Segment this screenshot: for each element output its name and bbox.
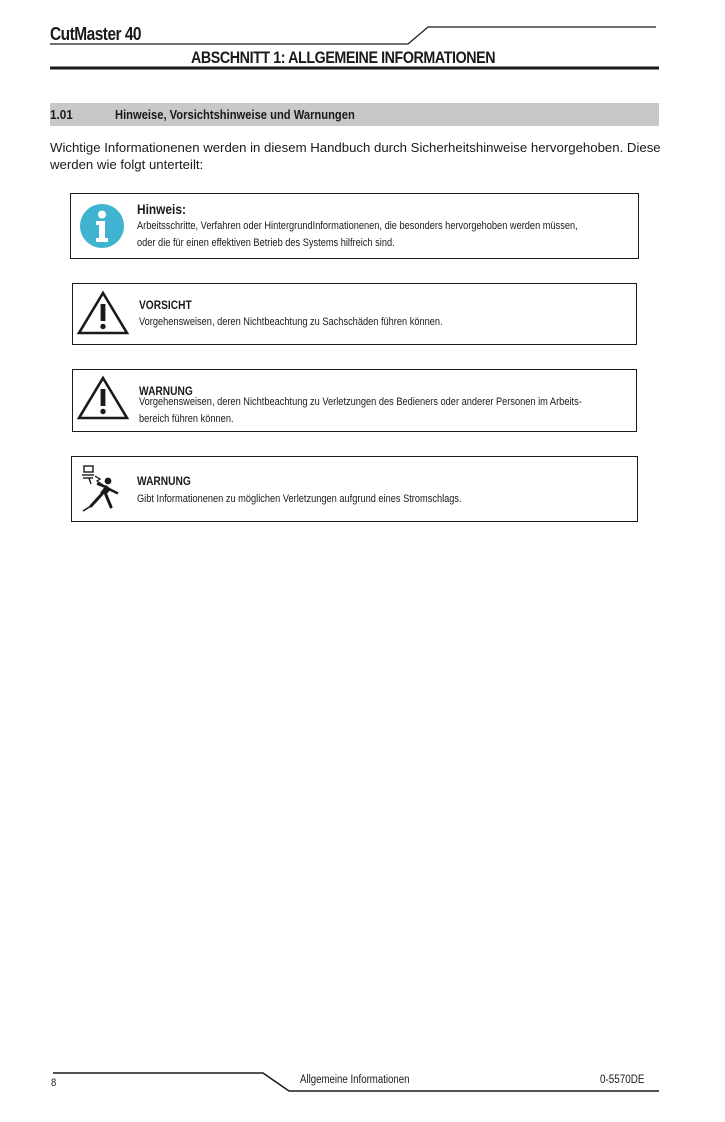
warning-triangle-icon	[76, 375, 130, 421]
notice-text-line: oder die für einen effektiven Betrieb des Systems hilfreich sind.	[137, 237, 395, 249]
section-heading: ABSCHNITT 1: ALLGEMEINE INFORMATIONEN	[191, 48, 496, 67]
notice-title: Hinweis:	[137, 201, 186, 217]
intro-paragraph: Wichtige Informationenen werden in diesem Handbuch durch Sicherheitshinweise hervorgehoben. Diese werden wie folgt unterteilt:	[50, 140, 661, 172]
subsection-bar	[50, 103, 659, 126]
notice-title: VORSICHT	[139, 298, 192, 312]
notice-box-warnung-electric	[71, 456, 638, 522]
notice-box-hinweis	[70, 193, 639, 259]
notice-text-line: Vorgehensweisen, deren Nichtbeachtung zu Verletzungen des Bedieners oder anderer Personen im Arbeits-	[139, 396, 582, 408]
notice-box-warnung	[72, 369, 637, 432]
notice-title: WARNUNG	[137, 474, 191, 488]
notice-box-vorsicht	[72, 283, 637, 345]
notice-title: WARNUNG	[139, 384, 193, 398]
warning-triangle-icon	[76, 290, 130, 336]
electric-shock-icon	[78, 462, 130, 516]
notice-text-line: Arbeitsschritte, Verfahren oder HintergrundInformationenen, die besonders hervorgehoben werden müssen,	[137, 220, 578, 232]
product-name: CutMaster 40	[50, 24, 142, 44]
document-number: 0-5570DE	[600, 1074, 645, 1086]
subsection-number: 1.01	[50, 107, 73, 122]
page-number: 8	[51, 1077, 57, 1089]
info-icon	[79, 203, 125, 249]
notice-text-line: Vorgehensweisen, deren Nichtbeachtung zu Sachschäden führen können.	[139, 316, 443, 328]
subsection-title: Hinweise, Vorsichtshinweise und Warnungen	[115, 107, 355, 122]
footer-title: Allgemeine Informationen	[300, 1074, 410, 1086]
notice-text-line: Gibt Informationenen zu möglichen Verletzungen aufgrund eines Stromschlags.	[137, 493, 462, 505]
notice-text-line: bereich führen können.	[139, 413, 234, 425]
